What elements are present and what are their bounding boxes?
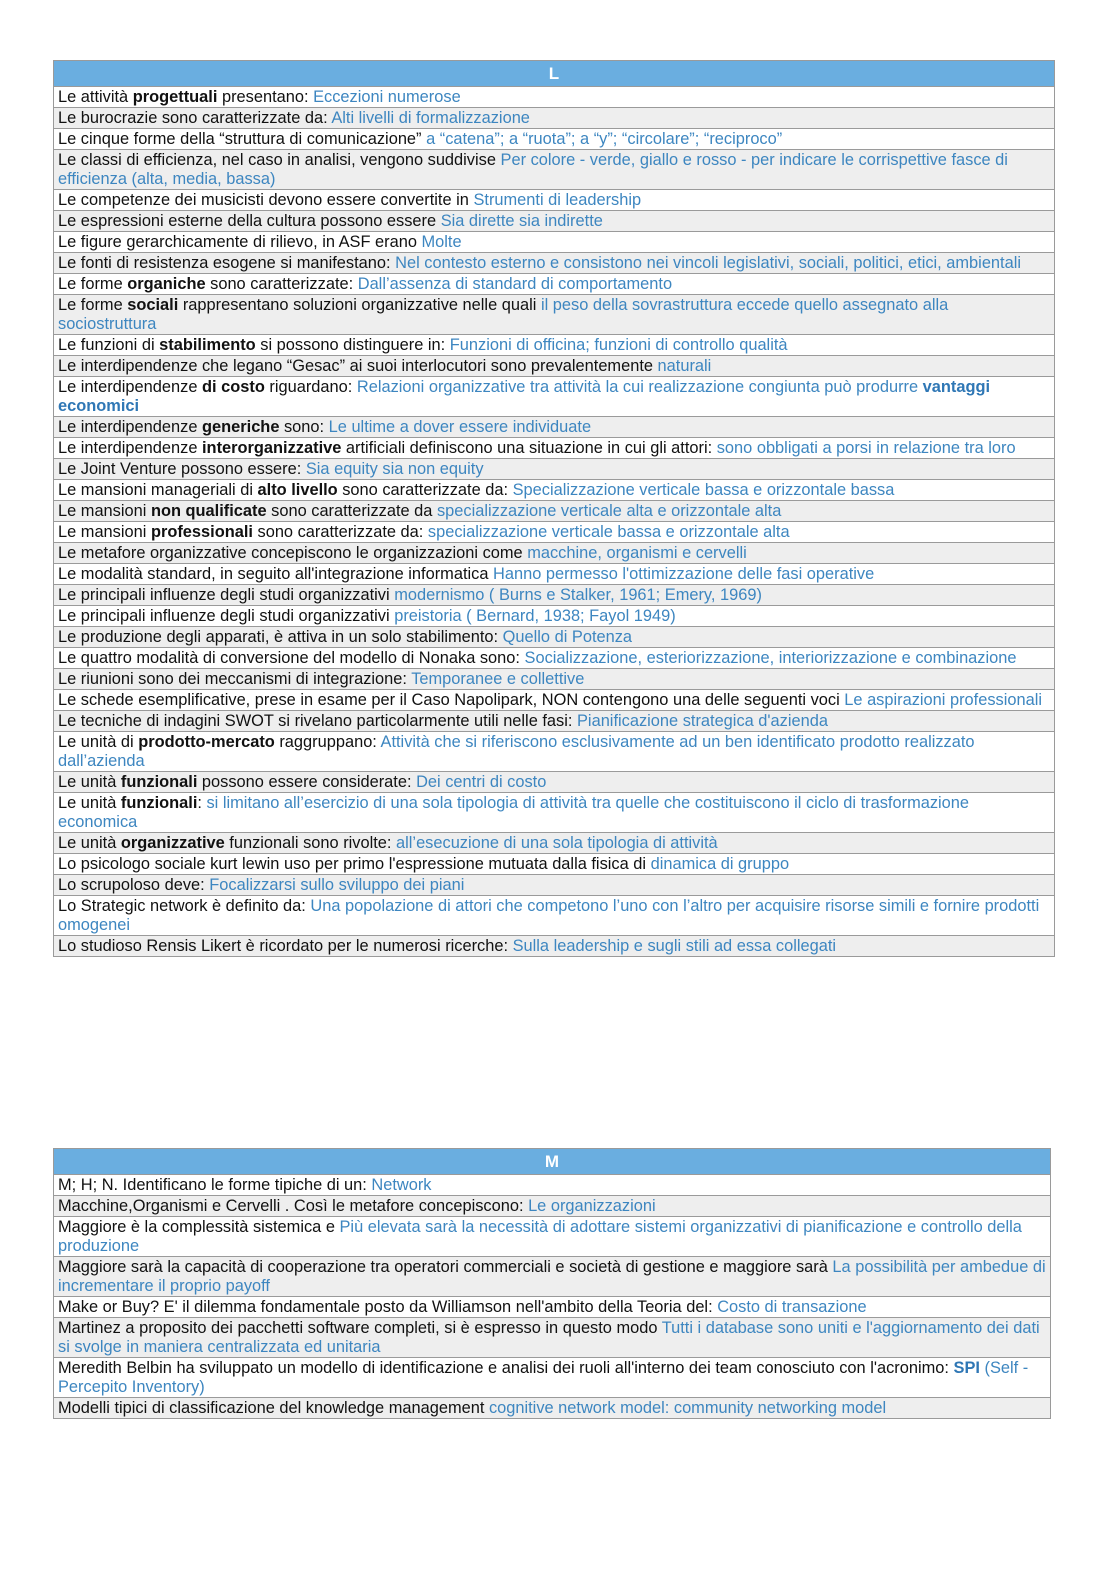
answer-text: Più elevata sarà la necessità di adottare sistemi organizzativi di pianificazione e controllo della produzione (58, 1218, 1022, 1255)
answer-text: cognitive network model: community networking model (488, 1399, 887, 1417)
table-row (54, 1297, 1051, 1318)
answer-text: a “catena”; a “ruota”; a “y”; “circolare”; “reciproco” (426, 130, 783, 148)
table-row (54, 253, 1055, 274)
answer-text: Attività che si riferiscono esclusivamente ad un ben identificato prodotto realizzato dall’azienda (58, 733, 975, 770)
question-text: Le forme (58, 275, 128, 293)
question-text: Meredith Belbin ha sviluppato un modello di identificazione e analisi dei ruoli all'interno dei team conosciuto con l'acronimo: (58, 1359, 954, 1377)
row-cell (54, 232, 1055, 253)
question-text: Le competenze dei musicisti devono essere convertite in (58, 191, 474, 209)
row-cell (54, 108, 1055, 129)
answer-text: Strumenti di leadership (473, 191, 642, 209)
table-row (54, 732, 1055, 772)
answer-text: La possibilità per ambedue di incrementare il proprio payoff (58, 1258, 1046, 1295)
row-cell (54, 793, 1055, 833)
answer-text: Focalizzarsi sullo sviluppo dei piani (209, 876, 465, 894)
row-cell (54, 190, 1055, 211)
answer-text: preistoria ( Bernard, 1938; Fayol 1949) (394, 607, 676, 625)
row-cell (54, 417, 1055, 438)
question-text: Le interdipendenze (58, 418, 202, 436)
answer-text: (Self - Percepito Inventory) (58, 1359, 1029, 1396)
answer-text: Pianificazione strategica d'azienda (577, 712, 828, 730)
keyword-text: alto livello (257, 481, 338, 499)
answer-text: Relazioni organizzative tra attività la cui realizzazione congiunta può produrre (356, 378, 923, 396)
table-row (54, 896, 1055, 936)
row-cell (54, 480, 1055, 501)
answer-text: specializzazione verticale alta e orizzontale alta (436, 502, 782, 520)
question-text: Lo psicologo sociale kurt lewin uso per primo l'espressione mutuata dalla fisica di (58, 855, 651, 873)
question-text: sono caratterizzate: (205, 275, 358, 293)
answer-text: vantaggi economici (58, 378, 991, 415)
row-cell (54, 833, 1055, 854)
row-cell (54, 936, 1055, 957)
answer-text: Quello di Potenza (502, 628, 633, 646)
question-text: Le mansioni (58, 502, 151, 520)
table-row (54, 356, 1055, 377)
row-cell (54, 211, 1055, 232)
keyword-text: prodotto-mercato (138, 733, 275, 751)
table-row (54, 377, 1055, 417)
question-text: sono caratterizzate da: (337, 481, 513, 499)
keyword-text: funzionali (120, 773, 198, 791)
question-text: sono caratterizzate da: (252, 523, 428, 541)
question-text: presentano: (217, 88, 314, 106)
row-cell (54, 438, 1055, 459)
question-text: Le unità (58, 794, 121, 812)
table-row (54, 1358, 1051, 1398)
answer-text: Una popolazione di attori che competono l’uno con l’altro per acquisire risorse simili e fornire prodotti omogenei (58, 897, 1040, 934)
row-cell (54, 772, 1055, 793)
row-cell (54, 585, 1055, 606)
answer-text: sono obbligati a porsi in relazione tra loro (716, 439, 1016, 457)
answer-text: modernismo ( Burns e Stalker, 1961; Emery, 1969) (394, 586, 762, 604)
row-cell (54, 1358, 1051, 1398)
row-cell (54, 627, 1055, 648)
answer-text: Le aspirazioni professionali (844, 691, 1042, 709)
answer-text: Molte (421, 233, 462, 251)
question-text: Lo scrupoloso deve: (58, 876, 210, 894)
answer-text: specializzazione verticale bassa e orizzontale alta (427, 523, 790, 541)
question-text: Maggiore è la complessità sistemica e (58, 1218, 340, 1236)
row-cell (54, 335, 1055, 356)
question-text: si possono distinguere in: (255, 336, 450, 354)
keyword-text: progettuali (132, 88, 218, 106)
question-text: Le interdipendenze (58, 439, 202, 457)
row-cell (54, 711, 1055, 732)
row-cell (54, 606, 1055, 627)
answer-text: Hanno permesso l'ottimizzazione delle fasi operative (493, 565, 875, 583)
question-text: Le metafore organizzative concepiscono le organizzazioni come (58, 544, 528, 562)
row-cell (54, 564, 1055, 585)
answer-text: macchine, organismi e cervelli (527, 544, 747, 562)
row-cell (54, 1398, 1051, 1419)
row-cell (54, 1257, 1051, 1297)
table-row (54, 1175, 1051, 1196)
answer-text: si limitano all’esercizio di una sola tipologia di attività tra quelle che costituiscono il ciclo di trasformazione economica (58, 794, 970, 831)
row-cell (54, 377, 1055, 417)
table-row (54, 690, 1055, 711)
table-row (54, 627, 1055, 648)
question-text: Le interdipendenze (58, 378, 202, 396)
keyword-text: organiche (127, 275, 206, 293)
table-row (54, 1398, 1051, 1419)
row-cell (54, 274, 1055, 295)
section-header-m: M (54, 1149, 1051, 1175)
question-text: Modelli tipici di classificazione del knowledge management (58, 1399, 489, 1417)
answer-text: Sia dirette sia indirette (440, 212, 603, 230)
answer-text: Tutti i database sono uniti e l'aggiornamento dei dati si svolge in maniera centralizzata ed unitaria (58, 1319, 1040, 1356)
question-text: riguardano: (264, 378, 357, 396)
table-row (54, 522, 1055, 543)
question-text: Le espressioni esterne della cultura possono essere (58, 212, 441, 230)
question-text: Lo Strategic network è definito da: (58, 897, 311, 915)
question-text: Martinez a proposito dei pacchetti software completi, si è espresso in questo modo (58, 1319, 662, 1337)
question-text: Le unità di (58, 733, 139, 751)
table-row (54, 543, 1055, 564)
table-row (54, 417, 1055, 438)
answer-text: Costo di transazione (717, 1298, 867, 1316)
question-text: Le attività (58, 88, 133, 106)
question-text: Le riunioni sono dei meccanismi di integrazione: (58, 670, 412, 688)
row-cell (54, 1217, 1051, 1257)
answer-text: Funzioni di officina; funzioni di controllo qualità (449, 336, 788, 354)
question-text: Le mansioni manageriali di (58, 481, 258, 499)
answer-text: Dei centri di costo (416, 773, 547, 791)
answer-text: Network (371, 1176, 432, 1194)
answer-text: Per colore - verde, giallo e rosso - per indicare le corrispettive fasce di efficienza (alta, media, bassa) (58, 151, 1008, 188)
question-text: sono caratterizzate da (266, 502, 437, 520)
question-text: Maggiore sarà la capacità di cooperazione tra operatori commerciali e società di gestione e maggiore sarà (58, 1258, 833, 1276)
table-row (54, 606, 1055, 627)
table-row (54, 501, 1055, 522)
row-cell (54, 669, 1055, 690)
answer-text: Le organizzazioni (528, 1197, 656, 1215)
question-text: Le funzioni di (58, 336, 160, 354)
table-row (54, 793, 1055, 833)
question-text: Le cinque forme della “struttura di comunicazione” (58, 130, 427, 148)
keyword-text: sociali (127, 296, 179, 314)
keyword-text: stabilimento (159, 336, 256, 354)
row-cell (54, 896, 1055, 936)
table-row (54, 669, 1055, 690)
table-row (54, 1257, 1051, 1297)
table-row (54, 854, 1055, 875)
table-row (54, 1318, 1051, 1358)
question-text: Le principali influenze degli studi organizzativi (58, 607, 395, 625)
table-row (54, 108, 1055, 129)
section-table-m (53, 1148, 1051, 1419)
row-cell (54, 522, 1055, 543)
section-rows-m (54, 1175, 1051, 1419)
question-text: Le burocrazie sono caratterizzate da: (58, 109, 332, 127)
question-text: Le principali influenze degli studi organizzativi (58, 586, 395, 604)
section-table-l (53, 60, 1055, 957)
answer-text: all’esecuzione di una sola tipologia di attività (396, 834, 718, 852)
answer-text: Dall’assenza di standard di comportamento (357, 275, 673, 293)
table-row (54, 150, 1055, 190)
answer-text: Temporanee e collettive (411, 670, 585, 688)
row-cell (54, 501, 1055, 522)
question-text: artificiali definiscono una situazione in cui gli attori: (341, 439, 717, 457)
keyword-text: funzionali (120, 794, 198, 812)
question-text: Le produzione degli apparati, è attiva in un solo stabilimento: (58, 628, 503, 646)
answer-text: Specializzazione verticale bassa e orizzontale bassa (512, 481, 895, 499)
row-cell (54, 295, 1055, 335)
row-cell (54, 732, 1055, 772)
question-text: Macchine,Organismi e Cervelli . Così le metafore concepiscono: (58, 1197, 529, 1215)
table-row (54, 711, 1055, 732)
question-text: Le unità (58, 773, 121, 791)
question-text: Le fonti di resistenza esogene si manifestano: (58, 254, 396, 272)
question-text: Le forme (58, 296, 128, 314)
table-row (54, 87, 1055, 108)
question-text: Le modalità standard, in seguito all'integrazione informatica (58, 565, 494, 583)
question-text: Le tecniche di indagini SWOT si rivelano particolarmente utili nelle fasi: (58, 712, 577, 730)
row-cell (54, 854, 1055, 875)
table-row (54, 875, 1055, 896)
answer-text: Eccezioni numerose (313, 88, 461, 106)
question-text: M; H; N. Identificano le forme tipiche di un: (58, 1176, 372, 1194)
question-text: Le quattro modalità di conversione del modello di Nonaka sono: (58, 649, 525, 667)
question-text: Le figure gerarchicamente di rilievo, in ASF erano (58, 233, 422, 251)
question-text: rappresentano soluzioni organizzative nelle quali (178, 296, 541, 314)
answer-text: Nel contesto esterno e consistono nei vincoli legislativi, sociali, politici, etici, ambientali (395, 254, 1022, 272)
table-row (54, 211, 1055, 232)
section-header-l: L (54, 61, 1055, 87)
table-row (54, 190, 1055, 211)
table-row (54, 564, 1055, 585)
answer-text: Sia equity sia non equity (305, 460, 484, 478)
question-text: Le classi di efficienza, nel caso in analisi, vengono suddivise (58, 151, 501, 169)
row-cell (54, 1318, 1051, 1358)
answer-text: Le ultime a dover essere individuate (328, 418, 592, 436)
question-text: possono essere considerate: (197, 773, 417, 791)
question-text: Lo studioso Rensis Likert è ricordato per le numerosi ricerche: (58, 937, 513, 955)
table-row (54, 585, 1055, 606)
table-row (54, 833, 1055, 854)
keyword-text: non qualificate (150, 502, 267, 520)
keyword-text: interorganizzative (202, 439, 342, 457)
table-row (54, 295, 1055, 335)
answer-text: Alti livelli di formalizzazione (331, 109, 530, 127)
table-row (54, 1217, 1051, 1257)
table-row (54, 480, 1055, 501)
row-cell (54, 87, 1055, 108)
row-cell (54, 648, 1055, 669)
row-cell (54, 1175, 1051, 1196)
question-text: sono: (279, 418, 329, 436)
question-text: Le schede esemplificative, prese in esame per il Caso Napolipark, NON contengono una delle seguenti voci (58, 691, 845, 709)
row-cell (54, 1196, 1051, 1217)
row-cell (54, 690, 1055, 711)
question-text: funzionali sono rivolte: (224, 834, 397, 852)
table-row (54, 335, 1055, 356)
table-row (54, 936, 1055, 957)
table-row (54, 129, 1055, 150)
row-cell (54, 356, 1055, 377)
question-text: Le Joint Venture possono essere: (58, 460, 306, 478)
row-cell (54, 129, 1055, 150)
keyword-text: organizzative (120, 834, 225, 852)
row-cell (54, 150, 1055, 190)
table-row (54, 274, 1055, 295)
table-row (54, 232, 1055, 253)
table-row (54, 772, 1055, 793)
row-cell (54, 253, 1055, 274)
row-cell (54, 459, 1055, 480)
table-row (54, 648, 1055, 669)
row-cell (54, 543, 1055, 564)
table-row (54, 438, 1055, 459)
table-row (54, 1196, 1051, 1217)
row-cell (54, 1297, 1051, 1318)
table-row (54, 459, 1055, 480)
answer-text: Socializzazione, esteriorizzazione, interiorizzazione e combinazione (524, 649, 1017, 667)
question-text: Le mansioni (58, 523, 151, 541)
question-text: raggruppano: (274, 733, 381, 751)
answer-text: Sulla leadership e sugli stili ad essa collegati (512, 937, 837, 955)
answer-text: dinamica di gruppo (650, 855, 790, 873)
question-text: : (197, 794, 207, 812)
question-text: Make or Buy? E' il dilemma fondamentale posto da Williamson nell'ambito della Teoria del: (58, 1298, 718, 1316)
answer-text: naturali (657, 357, 712, 375)
answer-text: SPI (953, 1359, 980, 1377)
keyword-text: generiche (202, 418, 280, 436)
question-text: Le unità (58, 834, 121, 852)
keyword-text: di costo (202, 378, 265, 396)
question-text: Le interdipendenze che legano “Gesac” ai suoi interlocutori sono prevalentemente (58, 357, 658, 375)
keyword-text: professionali (150, 523, 253, 541)
section-rows-l (54, 87, 1055, 957)
row-cell (54, 875, 1055, 896)
answer-text: il peso della sovrastruttura eccede quello assegnato alla sociostruttura (58, 296, 949, 333)
